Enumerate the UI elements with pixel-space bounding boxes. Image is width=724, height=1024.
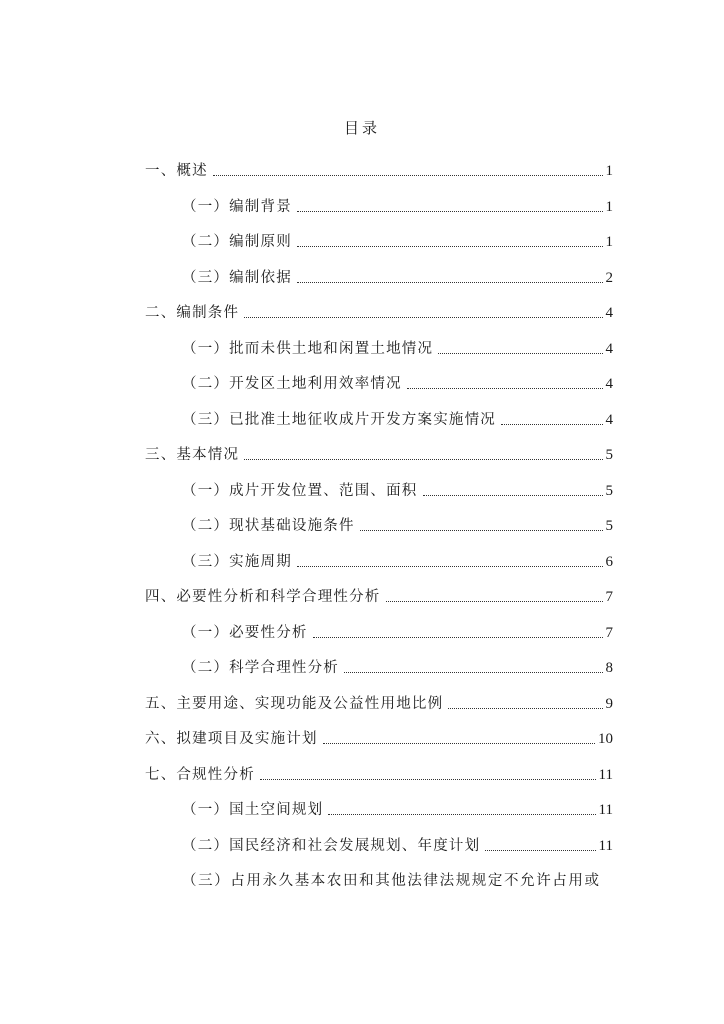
- toc-page-number: 4: [605, 376, 613, 392]
- toc-entry-title: （二）国民经济和社会发展规划、年度计划: [182, 837, 481, 854]
- dot-leader: [407, 388, 603, 389]
- toc-entry[interactable]: [145, 764, 613, 786]
- toc-entry-title: （一）编制背景: [182, 198, 292, 215]
- toc-page-number: 5: [605, 482, 613, 499]
- toc-entry[interactable]: [145, 586, 613, 608]
- toc-entry[interactable]: [145, 444, 613, 466]
- toc-entry-title: （二）科学合理性分析: [182, 660, 339, 676]
- dot-leader: [423, 495, 603, 496]
- toc-entry[interactable]: [182, 551, 613, 573]
- toc-entry-title: 六、拟建项目及实施计划: [145, 731, 318, 747]
- toc-entry-title: 五、主要用途、实现功能及公益性用地比例: [145, 695, 444, 712]
- toc-page-number: 4: [605, 305, 613, 321]
- dot-leader: [213, 175, 603, 176]
- dot-leader: [260, 779, 596, 780]
- toc-entry-title: 二、编制条件: [145, 305, 240, 321]
- dot-leader: [244, 459, 602, 460]
- dot-leader: [501, 424, 603, 425]
- dot-leader: [297, 566, 603, 567]
- toc-entry-title: （二）现状基础设施条件: [182, 518, 355, 534]
- toc-entry-title: （三）已批准土地征收成片开发方案实施情况: [182, 411, 496, 428]
- toc-entry-title: 四、必要性分析和科学合理性分析: [145, 589, 381, 605]
- toc-entry-title: （三）占用永久基本农田和其他法律法规规定不允许占用或: [182, 873, 601, 889]
- dot-leader: [323, 743, 595, 744]
- toc-entry-title: 三、基本情况: [145, 447, 240, 463]
- dot-leader: [485, 850, 595, 851]
- toc-entry[interactable]: [182, 515, 613, 537]
- toc-entry-title: （三）实施周期: [182, 553, 292, 570]
- toc-entry[interactable]: [182, 196, 613, 218]
- toc-entry-title: 七、合规性分析: [145, 766, 255, 783]
- toc-entry[interactable]: [182, 338, 613, 360]
- page-title: 目录: [343, 119, 380, 137]
- toc-page-number: 1: [605, 163, 613, 179]
- toc-entry[interactable]: [182, 480, 613, 502]
- toc-page-number: 5: [605, 518, 613, 534]
- toc-entry-title: （二）编制原则: [182, 234, 292, 250]
- dot-leader: [297, 246, 603, 247]
- toc-page-number: 10: [598, 731, 613, 747]
- toc-entry[interactable]: [182, 657, 613, 679]
- dot-leader: [328, 814, 595, 815]
- toc-page-number: 7: [605, 624, 613, 641]
- dot-leader: [344, 672, 603, 673]
- toc-entry[interactable]: [145, 160, 613, 182]
- toc-page-number: 1: [605, 198, 613, 215]
- toc-page-number: 1: [605, 234, 613, 250]
- toc-entry[interactable]: [182, 835, 613, 857]
- dot-leader: [313, 637, 603, 638]
- toc-page-number: 11: [598, 802, 613, 818]
- toc-entry-title: （一）国土空间规划: [182, 802, 324, 818]
- toc-entry-title: （一）必要性分析: [182, 624, 308, 641]
- dot-leader: [438, 353, 602, 354]
- toc-entry[interactable]: [182, 373, 613, 395]
- toc-entry[interactable]: [182, 409, 613, 431]
- dot-leader: [360, 530, 603, 531]
- toc-entry[interactable]: [182, 231, 613, 253]
- toc-entry-title: （三）编制依据: [182, 269, 292, 286]
- dot-leader: [386, 601, 603, 602]
- toc-page-number: 8: [605, 660, 613, 676]
- toc-entry-title: （二）开发区土地利用效率情况: [182, 376, 402, 392]
- toc-entry[interactable]: [145, 728, 613, 750]
- toc-entry[interactable]: [145, 302, 613, 324]
- toc-page-number: 4: [605, 340, 613, 357]
- toc-page-number: 2: [605, 269, 613, 286]
- toc-page-number: 5: [605, 447, 613, 463]
- toc-entry-title: 一、概述: [145, 163, 208, 179]
- toc-entry-title: （一）成片开发位置、范围、面积: [182, 482, 418, 499]
- toc-entry[interactable]: [182, 622, 613, 644]
- toc-page-number: 7: [605, 589, 613, 605]
- toc-entry[interactable]: [182, 870, 613, 892]
- dot-leader: [244, 317, 602, 318]
- toc-page-number: 9: [605, 695, 613, 712]
- toc-entry-title: （一）批而未供土地和闲置土地情况: [182, 340, 434, 357]
- toc-entry[interactable]: [182, 799, 613, 821]
- toc-entry[interactable]: [182, 267, 613, 289]
- toc-page-number: 11: [598, 837, 613, 854]
- toc-entry[interactable]: [145, 693, 613, 715]
- toc-page-number: 4: [605, 411, 613, 428]
- dot-leader: [448, 708, 602, 709]
- toc-page-number: 11: [598, 766, 613, 783]
- dot-leader: [297, 282, 603, 283]
- dot-leader: [297, 211, 603, 212]
- toc-page-number: 6: [605, 553, 613, 570]
